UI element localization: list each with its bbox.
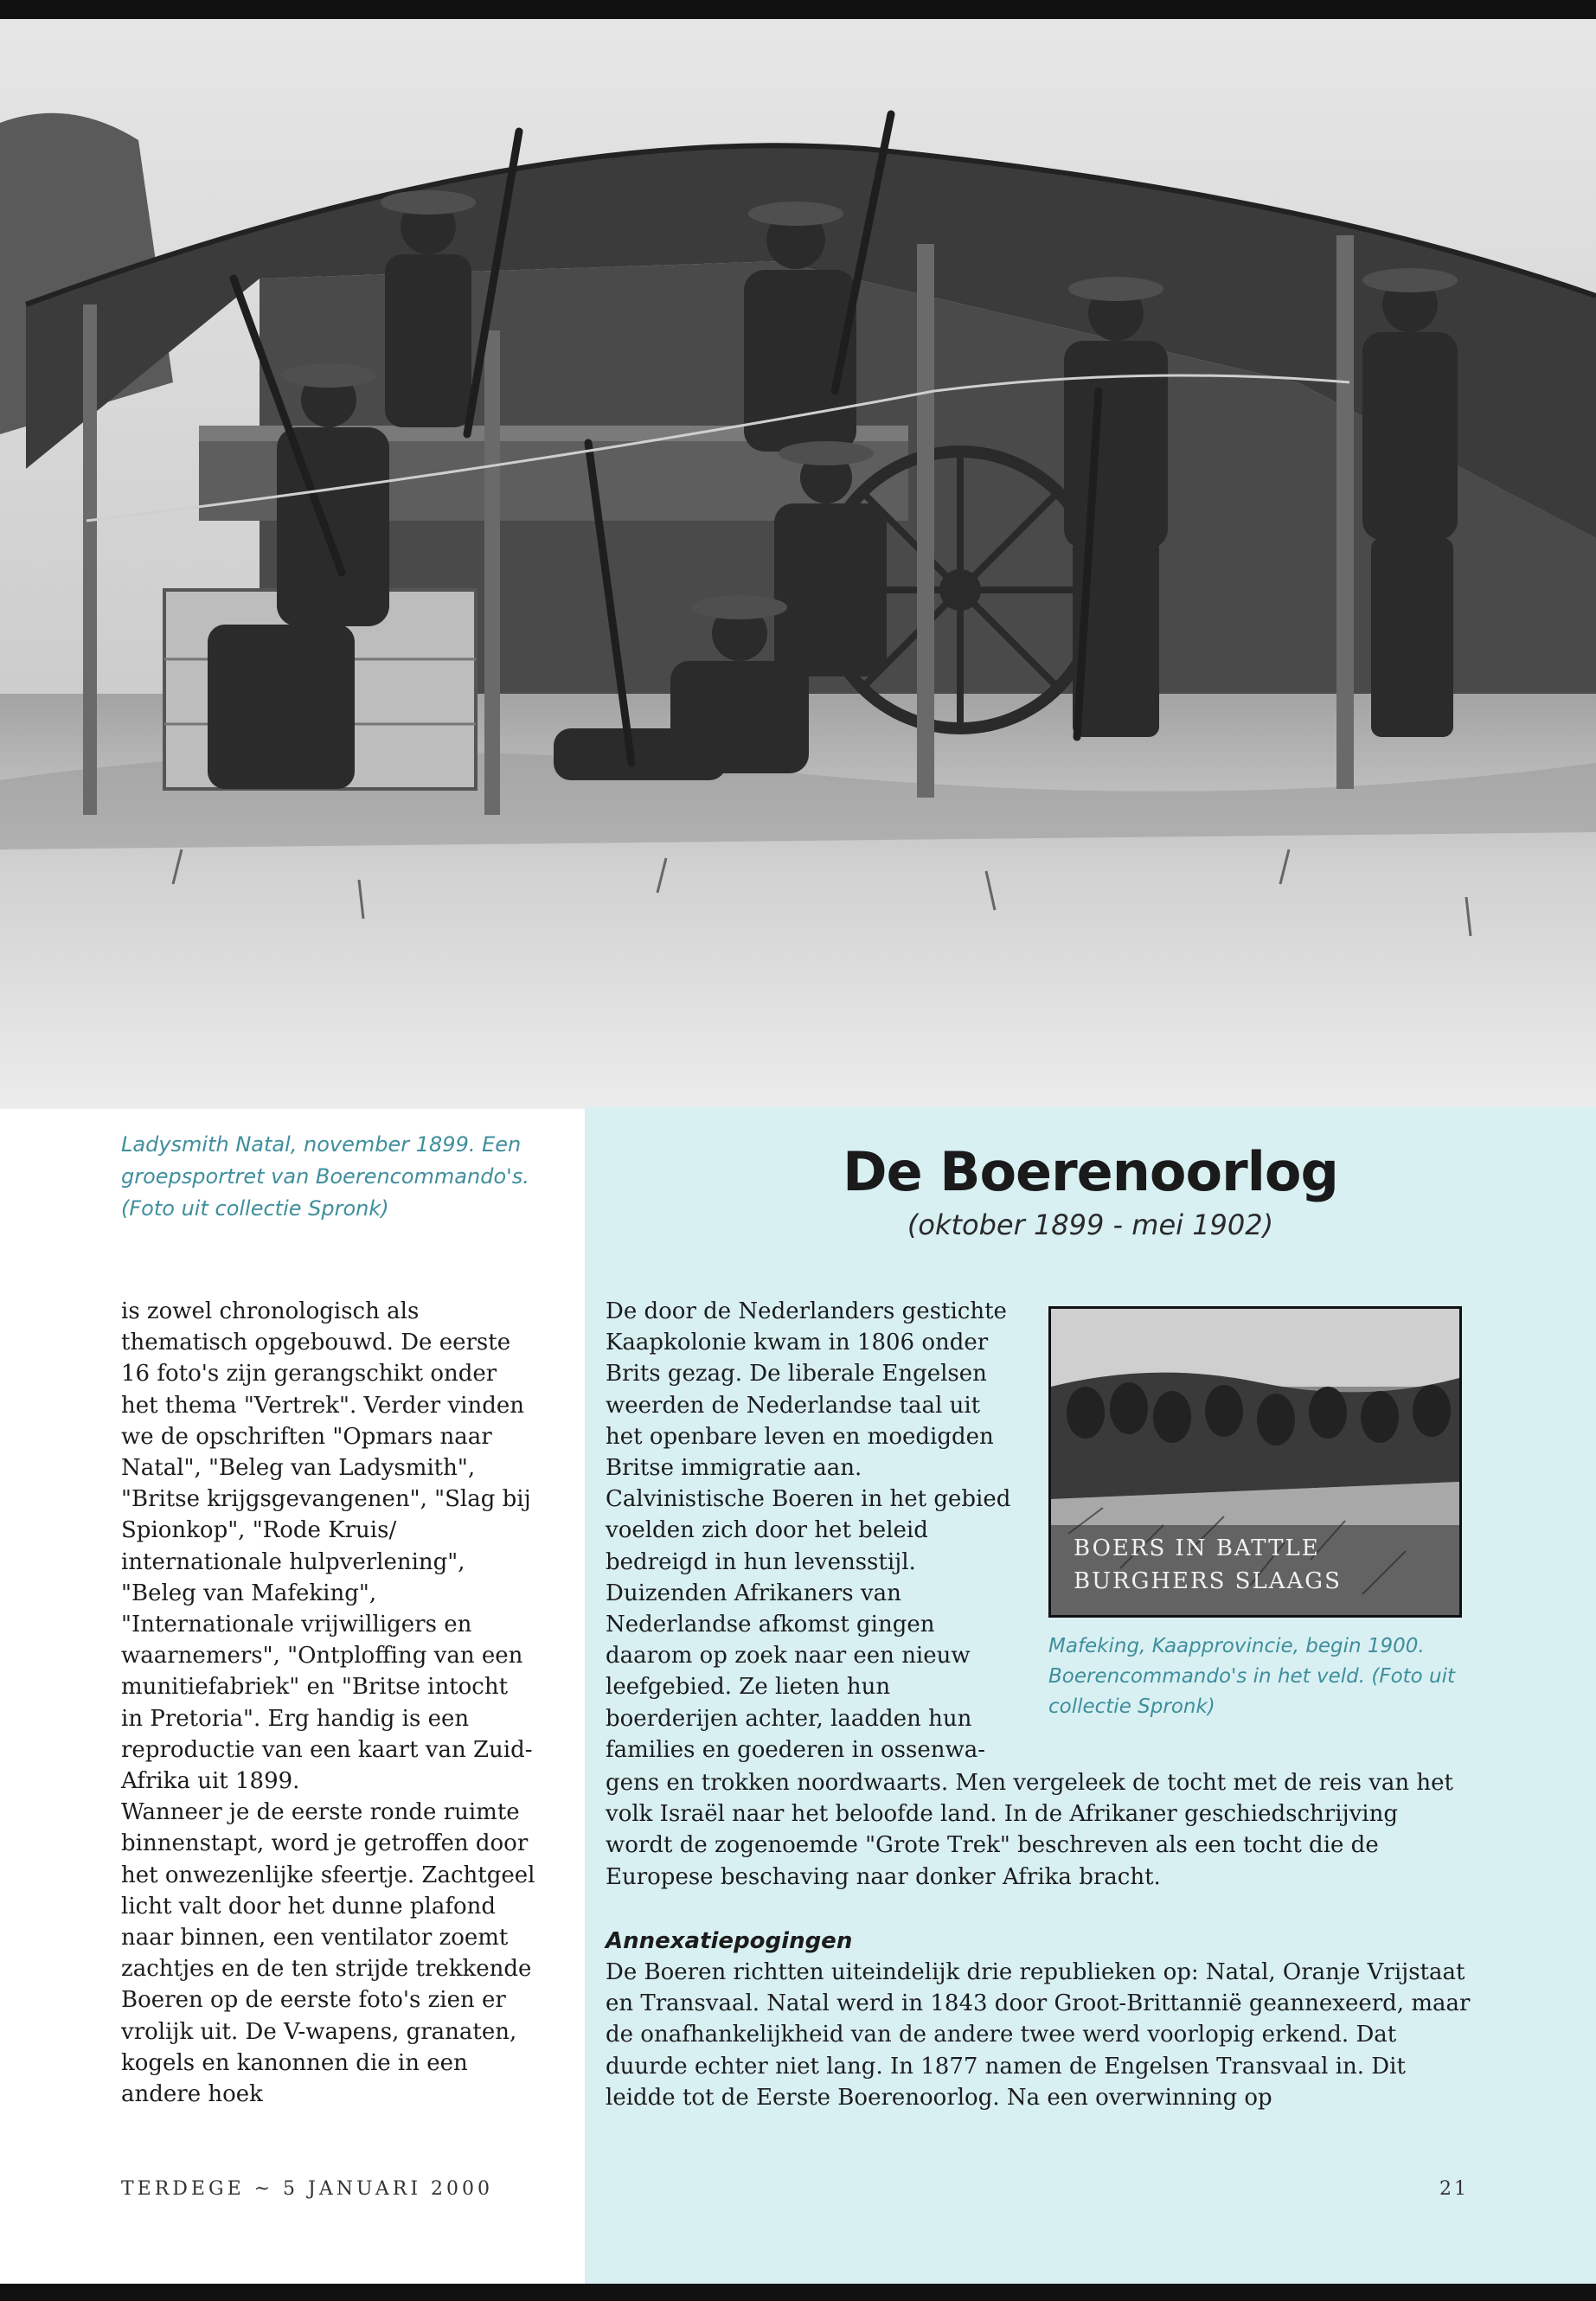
main-photo-caption: Ladysmith Natal, november 1899. Een groepsportret van Boerencommando's. (Foto uit collectie Spronk) bbox=[121, 1132, 529, 1221]
article-subtitle: (oktober 1899 - mei 1902) bbox=[907, 1208, 1274, 1241]
sidebar-continued-text bbox=[606, 1767, 1471, 2113]
inset-photograph-mafeking bbox=[1048, 1306, 1462, 1618]
section-heading-annexatiepogingen: Annexatiepogingen bbox=[606, 1927, 853, 1954]
footer-publication-info: TERDEGE ~ 5 JANUARI 2000 bbox=[121, 2178, 493, 2200]
sidebar-intro-paragraph: De door de Nederlanders gestichte Kaapkolonie kwam in 1806 onder Brits gezag. De liberale Engelsen weerden de Nederlandse taal uit het openbare leven en moedigden Britse immigratie aan. Calvinistische Boeren in het gebied voelden zich door het beleid bedreigd in hun levensstijl. Duizenden Afrikaners van Nederlandse afkomst gingen daarom op zoek naar een nieuw leefgebied. Ze lieten hun boerderijen achter, laadden hun families en goederen in ossenwa- bbox=[606, 1298, 1011, 1763]
photo-illustration bbox=[0, 19, 1596, 1109]
sidebar-intro-text bbox=[606, 1296, 1021, 1766]
inset-photo-caption: Mafeking, Kaapprovincie, begin 1900. Boerencommando's in het veld. (Foto uit collectie Spronk) bbox=[1048, 1635, 1456, 1718]
bottom-border-rule bbox=[0, 2284, 1596, 2301]
inset-photo-label-line1: BOERS IN BATTLE bbox=[1074, 1535, 1320, 1561]
left-column-text bbox=[121, 1296, 536, 2110]
left-paragraph-1: is zowel chronologisch als thematisch opgebouwd. De eerste 16 foto's zijn gerangschikt onder het thema "Vertrek". Verder vinden we de opschriften "Opmars naar Natal", "Beleg van Ladysmith", "Britse krijgsgevangenen", "Slag bij Spionkop", "Rode Kruis/ internationale hulpverlening", "Beleg van Mafeking", "Internationale vrijwilligers en waarnemers", "Ontploffing van een munitiefabriek" en "Britse intocht in Pretoria". Erg handig is een reproductie van een kaart van Zuid-Afrika uit 1899. bbox=[121, 1298, 533, 1795]
inset-photo-label-line2: BURGHERS SLAAGS bbox=[1074, 1568, 1342, 1594]
sidebar-intro-continued: gens en trokken noordwaarts. Men vergeleek de tocht met de reis van het volk Israël naar het beloofde land. In de Afrikaner geschiedschrijving wordt de zogenoemde "Grote Trek" beschreven als een tocht die de Europese beschaving naar donker Afrika bracht. bbox=[606, 1770, 1453, 1890]
section-paragraph-annexatie: De Boeren richtten uiteindelijk drie republieken op: Natal, Oranje Vrijstaat en Transvaal. Natal werd in 1843 door Groot-Brittannië geannexeerd, maar de onafhankelijkheid van de andere twee werd voorlopig erkend. Dat duurde echter niet lang. In 1877 namen de Engelsen Transvaal in. Dit leidde tot de Eerste Boerenoorlog. Na een overwinning op bbox=[606, 1959, 1471, 2111]
top-border-rule bbox=[0, 0, 1596, 19]
article-title: De Boerenoorlog bbox=[843, 1140, 1338, 1203]
footer-page-number: 21 bbox=[1439, 2178, 1469, 2200]
left-paragraph-2: Wanneer je de eerste ronde ruimte binnenstapt, word je getroffen door het onwezenlijke sfeertje. Zachtgeel licht valt door het dunne plafond naar binnen, een ventilator zoemt zachtjes en de ten strijde trekkende Boeren op de eerste foto's zien er vrolijk uit. De V-wapens, granaten, kogels en kanonnen die in een andere hoek bbox=[121, 1799, 535, 2108]
main-photograph-boer-commando bbox=[0, 19, 1596, 1109]
